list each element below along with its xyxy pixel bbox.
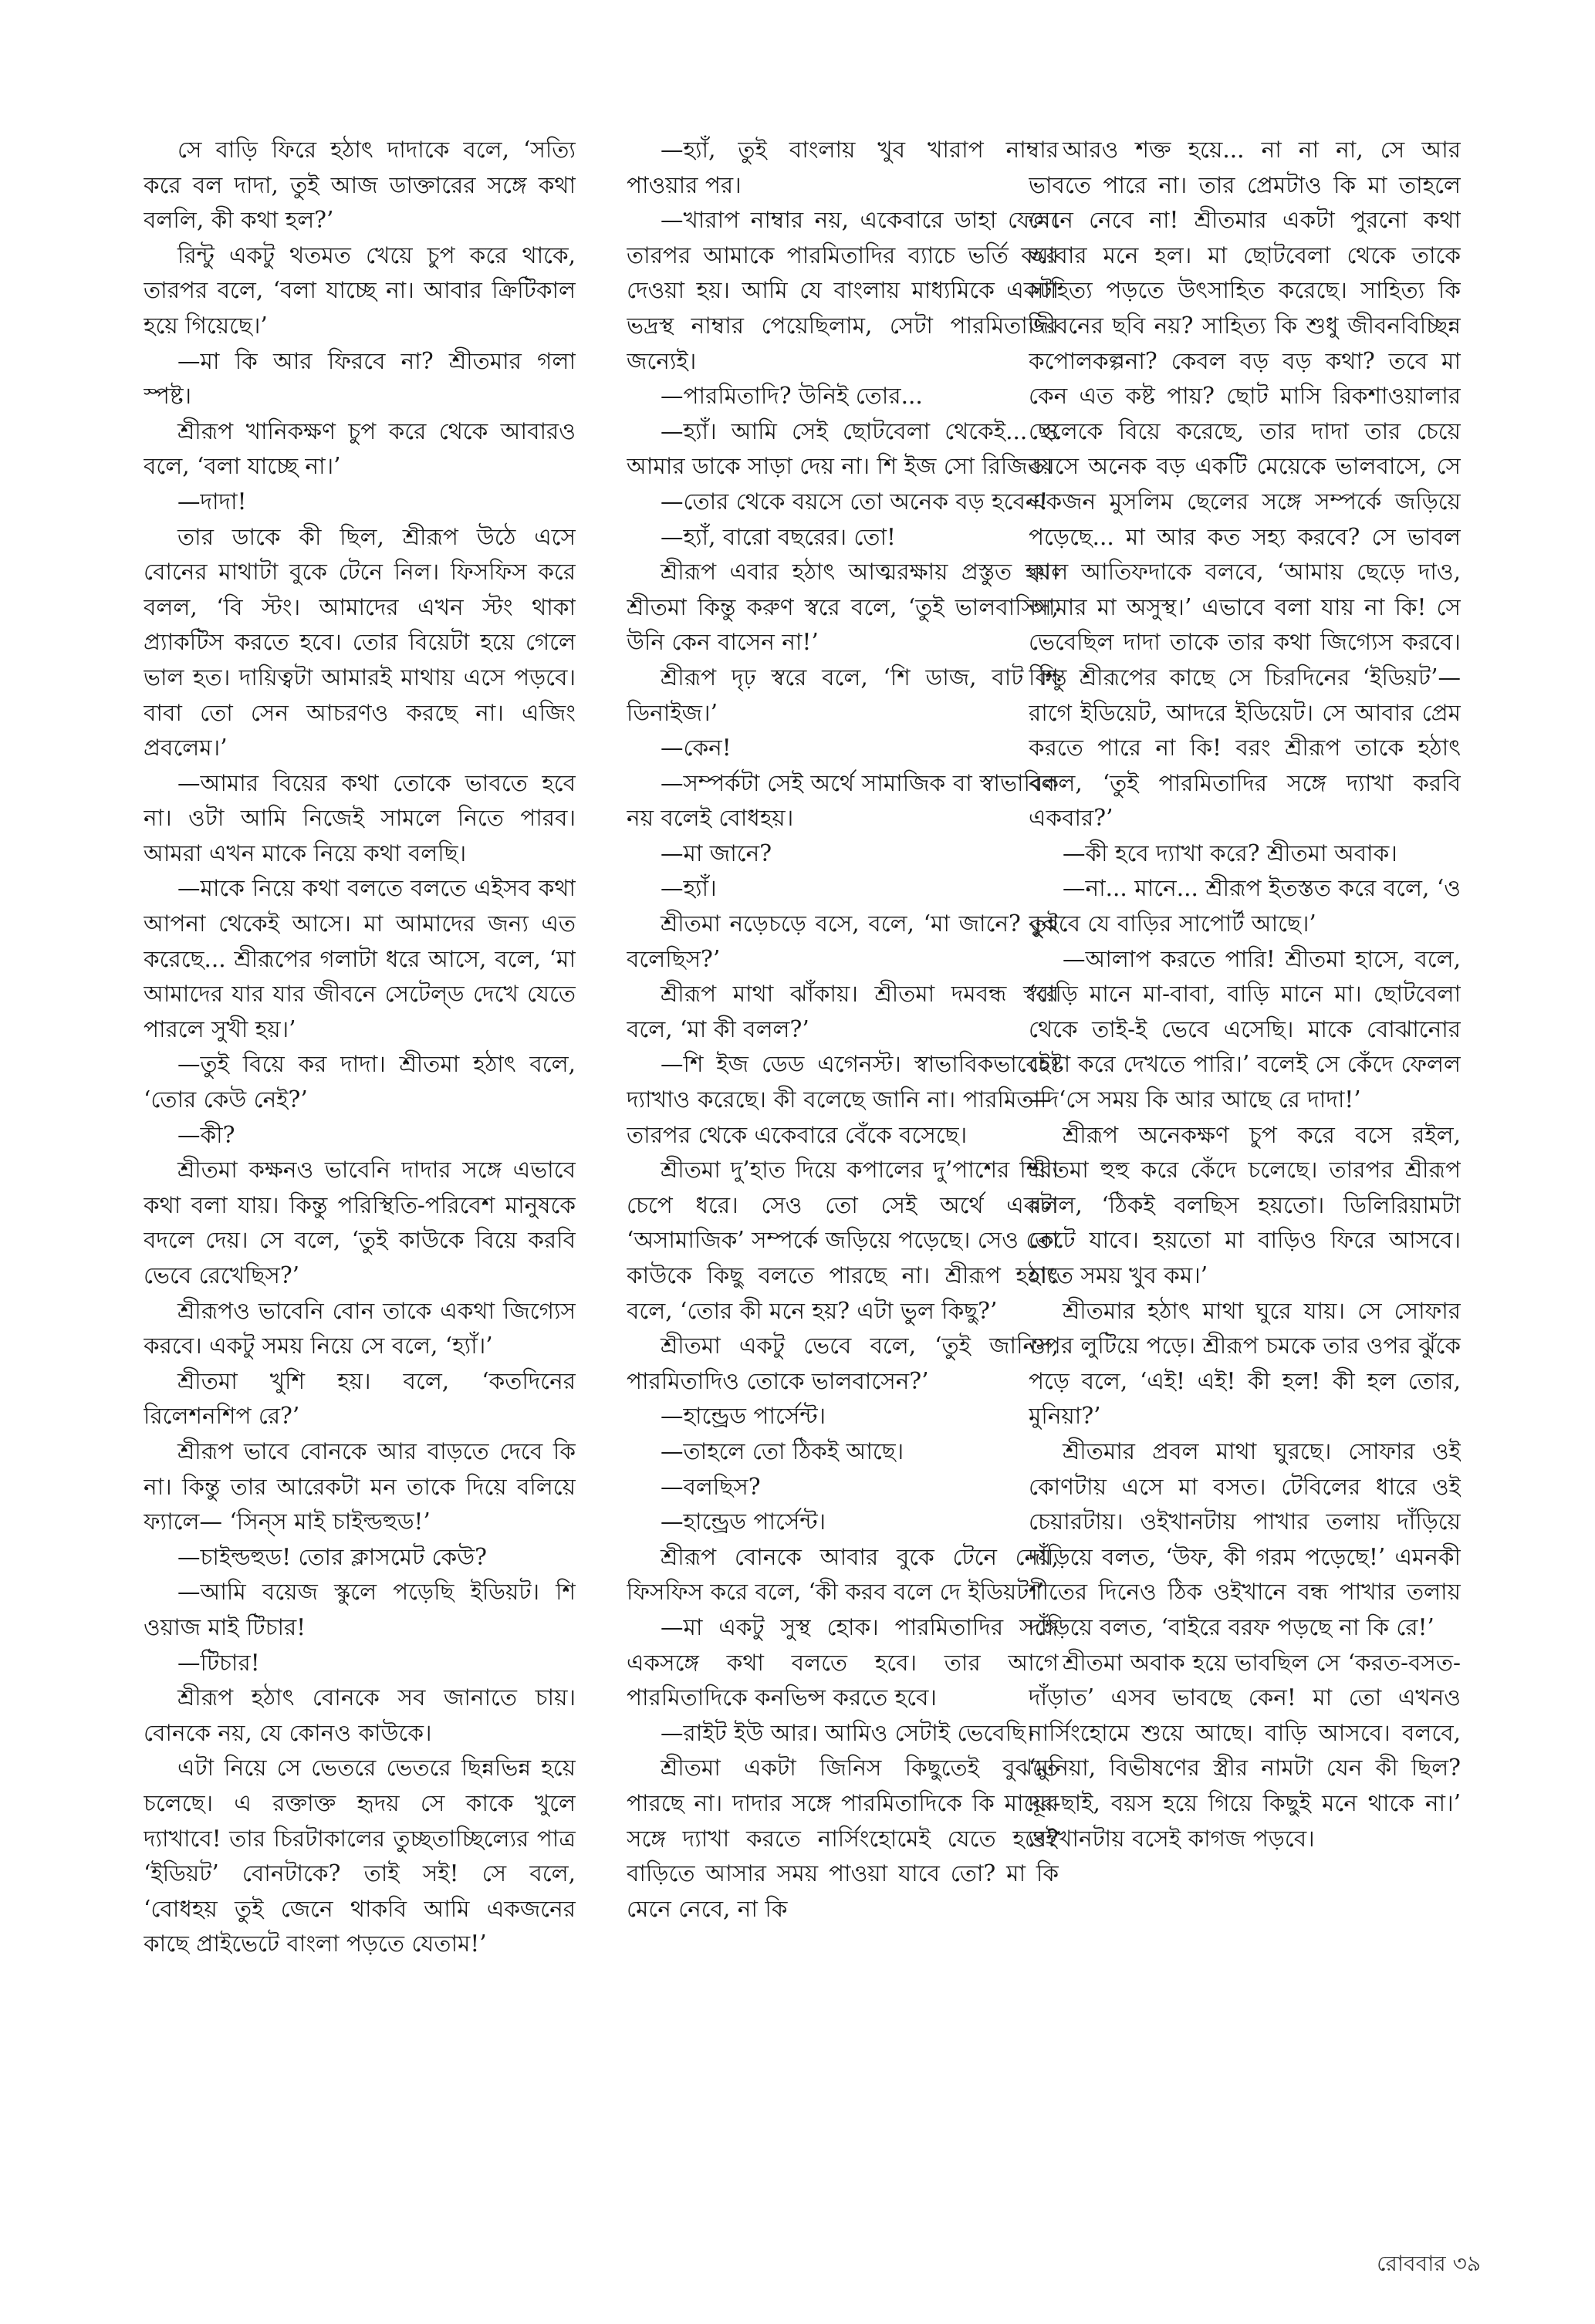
paragraph: শ্রীরূপ দৃঢ় স্বরে বলে, ‘শি ডাজ, বাট শি ডিনাইজ।’ xyxy=(627,664,1059,726)
paragraph: —তুই বিয়ে কর দাদা। শ্রীতমা হঠাৎ বলে, ‘তোর কেউ নেই?’ xyxy=(144,1051,576,1113)
paragraph: শ্রীতমা কক্ষনও ভাবেনি দাদার সঙ্গে এভাবে কথা বলা যায়। কিন্তু পরিস্থিতি-পরিবেশ মানুষকে বদলে দেয়। সে বলে, ‘তুই কাউকে বিয়ে করবি ভেবে রেখেছিস?’ xyxy=(144,1157,576,1289)
paragraph: —না... মানে... শ্রীরূপ ইতস্তত করে বলে, ‘ও বুঝবে যে বাড়ির সাপোর্ট আছে।’ xyxy=(1029,875,1461,937)
paragraph: —তোর থেকে বয়সে তো অনেক বড় হবেন! xyxy=(661,488,1049,515)
paragraph: আরও শক্ত হয়ে... না না না, সে আর ভাবতে পারে না। তার প্রেমটাও কি মা তাহলে মেনে নেবে না! শ্রীতমার একটা পুরনো কথা আবার মনে হল। মা ছোটবেলা থেকে তাকে সাহিত্য পড়তে উৎসাহিত করেছে। সাহিত্য কি জীবনের ছবি নয়? সাহিত্য কি শুধু জীবনবিচ্ছিন্ন কপোলকল্পনা? কেবল বড় বড় কথা? তবে মা কেন এত কষ্ট পায়? ছোট মাসি রিকশাওয়ালার ছেলেকে বিয়ে করেছে, তার দাদা তার চেয়ে বয়সে অনেক বড় একটি মেয়েকে ভালবাসে, সে একজন মুসলিম ছেলের সঙ্গে সম্পর্কে জড়িয়ে পড়েছে... মা আর কত সহ্য করবে? সে ভাবল কাল আতিফদাকে বলবে, ‘আমায় ছেড়ে দাও, আমার মা অসুস্থ।’ এভাবে বলা যায় না কি! সে ভেবেছিল দাদা তাকে তার কথা জিগ্যেস করবে। কিন্তু শ্রীরূপের কাছে সে চিরদিনের ‘ইডিয়ট’— রাগে ইডিয়েট, আদরে ইডিয়েট। সে আবার প্রেম করতে পারে না কি! বরং শ্রীরূপ তাকে হঠাৎ বলল, ‘তুই পারমিতাদির সঙ্গে দ্যাখা করবি একবার?’ xyxy=(1029,137,1461,832)
paragraph: শ্রীরূপ বোনকে আবার বুকে টেনে নেয়, ফিসফিস করে বলে, ‘কী করব বলে দে ইডিয়ট।’ xyxy=(627,1543,1059,1606)
paragraph: শ্রীতমা দু’হাত দিয়ে কপালের দু’পাশের শিরা চেপে ধরে। সেও তো সেই অর্থে একটা ‘অসামাজিক’ সম্পর্কে জড়িয়ে পড়েছে। সেও তো কাউকে কিছু বলতে পারছে না। শ্রীরূপ হঠাৎ বলে, ‘তোর কী মনে হয়? এটা ভুল কিছু?’ xyxy=(627,1157,1059,1324)
paragraph: এটা নিয়ে সে ভেতরে ভেতরে ছিন্নভিন্ন হয়ে চলেছে। এ রক্তাক্ত হৃদয় সে কাকে খুলে দ্যাখাবে! তার চিরটাকালের তুচ্ছতাচ্ছিল্যের পাত্র ‘ইডিয়ট’ বোনটাকে? তাই সই! সে বলে, ‘বোধহয় তুই জেনে থাকবি আমি একজনের কাছে প্রাইভেটে বাংলা পড়তে যেতাম!’ xyxy=(144,1755,576,1957)
paragraph: শ্রীরূপও ভাবেনি বোন তাকে একথা জিগ্যেস করবে। একটু সময় নিয়ে সে বলে, ‘হ্যাঁ।’ xyxy=(144,1297,576,1360)
paragraph: —আলাপ করতে পারি! শ্রীতমা হাসে, বলে, ‘বাড়ি মানে মা-বাবা, বাড়ি মানে মা। ছোটবেলা থেকে তাই-ই ভেবে এসেছি। মাকে বোঝানোর চেষ্টা করে দেখতে পারি।’ বলেই সে কেঁদে ফেলল— ‘সে সময় কি আর আছে রে দাদা!’ xyxy=(1029,945,1461,1113)
paragraph: শ্রীতমা অবাক হয়ে ভাবছিল সে ‘করত-বসত-দাঁড়াত’ এসব ভাবছে কেন! মা তো এখনও নার্সিংহোমে শুয়ে আছে। বাড়ি আসবে। বলবে, ‘মুনিয়া, বিভীষণের স্ত্রীর নামটা যেন কী ছিল? দূর-ছাই, বয়স হয়ে গিয়ে কিছুই মনে থাকে না।’ ওইখানটায় বসেই কাগজ পড়বে। xyxy=(1029,1649,1461,1852)
paragraph: —হ্যাঁ। আমি সেই ছোটবেলা থেকেই... ও আমার ডাকে সাড়া দেয় না। শি ইজ সো রিজিড। xyxy=(627,417,1059,480)
paragraph: শ্রীরূপ ভাবে বোনকে আর বাড়তে দেবে কি না। কিন্তু তার আরেকটা মন তাকে দিয়ে বলিয়ে ফ্যালে— ‘সিন্‌স মাই চাইল্ডহুড!’ xyxy=(144,1437,576,1535)
text-column-2 xyxy=(627,133,1059,1927)
paragraph: শ্রীরূপ হঠাৎ বোনকে সব জানাতে চায়। বোনকে নয়, যে কোনও কাউকে। xyxy=(144,1684,576,1746)
paragraph: —মা জানে? xyxy=(661,839,772,866)
paragraph: —মা একটু সুস্থ হোক। পারমিতাদির সঙ্গে একসঙ্গে কথা বলতে হবে। তার আগে পারমিতাদিকে কনভিন্স করতে হবে। xyxy=(627,1613,1059,1711)
paragraph: শ্রীতমার প্রবল মাথা ঘুরছে। সোফার ওই কোণটায় এসে মা বসত। টেবিলের ধারে ওই চেয়ারটায়। ওইখানটায় পাখার তলায় দাঁড়িয়ে দাঁড়িয়ে বলত, ‘উফ, কী গরম পড়েছে!’ এমনকী শীতের দিনেও ঠিক ওইখানে বন্ধ পাখার তলায় দাঁড়িয়ে বলত, ‘বাইরে বরফ পড়ছে না কি রে!’ xyxy=(1029,1437,1461,1640)
paragraph: —মাকে নিয়ে কথা বলতে বলতে এইসব কথা আপনা থেকেই আসে। মা আমাদের জন্য এত করেছে... শ্রীরূপের গলাটা ধরে আসে, বলে, ‘মা আমাদের যার যার জীবনে সেটেল্‌ড দেখে যেতে পারলে সুখী হয়।’ xyxy=(144,875,576,1042)
paragraph: শ্রীরূপ অনেকক্ষণ চুপ করে বসে রইল, শ্রীতমা হুহু করে কেঁদে চলেছে। তারপর শ্রীরূপ বলল, ‘ঠিকই বলছিস হয়তো। ডিলিরিয়ামটা কেটে যাবে। হয়তো মা বাড়িও ফিরে আসবে। হাতে সময় খুব কম।’ xyxy=(1029,1121,1461,1289)
text-column-3 xyxy=(1029,133,1461,1856)
paragraph: —আমার বিয়ের কথা তোকে ভাবতে হবে না। ওটা আমি নিজেই সামলে নিতে পারব। আমরা এখন মাকে নিয়ে কথা বলছি। xyxy=(144,769,576,866)
paragraph: শ্রীরূপ মাথা ঝাঁকায়। শ্রীতমা দমবন্ধ স্বরে বলে, ‘মা কী বলল?’ xyxy=(627,981,1059,1042)
paragraph: শ্রীরূপ খানিকক্ষণ চুপ করে থেকে আবারও বলে, ‘বলা যাচ্ছে না।’ xyxy=(144,417,576,480)
paragraph: শ্রীরূপ এবার হঠাৎ আত্মরক্ষায় প্রস্তুত হয়। শ্রীতমা কিন্তু করুণ স্বরে বলে, ‘তুই ভালবাসিস, উনি কেন বাসেন না!’ xyxy=(627,559,1059,656)
paragraph: —তাহলে তো ঠিকই আছে। xyxy=(661,1437,904,1464)
paragraph: শ্রীতমা একটু ভেবে বলে, ‘তুই জানিস, পারমিতাদিও তোকে ভালবাসেন?’ xyxy=(627,1333,1059,1394)
paragraph: —সম্পর্কটা সেই অর্থে সামাজিক বা স্বাভাবিক নয় বলেই বোধহয়। xyxy=(627,769,1059,832)
paragraph: রিন্টু একটু থতমত খেয়ে চুপ করে থাকে, তারপর বলে, ‘বলা যাচ্ছে না। আবার ক্রিটিকাল হয়ে গিয়েছে।’ xyxy=(144,242,576,339)
paragraph: —হ্যাঁ। xyxy=(661,875,717,902)
paragraph: শ্রীতমা একটা জিনিস কিছুতেই বুঝতে পারছে না। দাদার সঙ্গে পারমিতাদিকে কি মায়ের সঙ্গে দ্যাখা করতে নার্সিংহোমেই যেতে হবে? বাড়িতে আসার সময় পাওয়া যাবে তো? মা কি মেনে নেবে, না কি xyxy=(627,1755,1059,1922)
paragraph: —খারাপ নাম্বার নয়, একেবারে ডাহা ফেল। তারপর আমাকে পারমিতাদির ব্যাচে ভর্তি করে দেওয়া হয়। আমি যে বাংলায় মাধ্যমিকে একটা ভদ্রস্থ নাম্বার পেয়েছিলাম, সেটা পারমিতাদির জন্যেই। xyxy=(627,207,1059,374)
paragraph: —টিচার! xyxy=(177,1649,260,1676)
paragraph: —মা কি আর ফিরবে না? শ্রীতমার গলা স্পষ্ট। xyxy=(144,347,576,410)
paragraph: শ্রীতমার হঠাৎ মাথা ঘুরে যায়। সে সোফার ওপর লুটিয়ে পড়ে। শ্রীরূপ চমকে তার ওপর ঝুঁকে পড়ে বলে, ‘এই! এই! কী হল! কী হল তোর, মুনিয়া?’ xyxy=(1029,1297,1461,1430)
paragraph: —আমি বয়েজ স্কুলে পড়েছি ইডিয়ট। শি ওয়াজ মাই টিচার! xyxy=(144,1579,576,1640)
paragraph: —কী? xyxy=(177,1121,235,1148)
paragraph: —চাইল্ডহুড! তোর ক্লাসমেট কেউ? xyxy=(177,1543,487,1570)
paragraph: —হ্যাঁ, তুই বাংলায় খুব খারাপ নাম্বার পাওয়ার পর। xyxy=(627,137,1059,198)
paragraph: শ্রীতমা খুশি হয়। বলে, ‘কতদিনের রিলেশনশিপ রে?’ xyxy=(144,1367,576,1430)
paragraph: —হান্ড্রেড পার্সেন্ট। xyxy=(661,1508,826,1535)
paragraph: তার ডাকে কী ছিল, শ্রীরূপ উঠে এসে বোনের মাথাটা বুকে টেনে নিল। ফিসফিস করে বলল, ‘বি স্টং। আমাদের এখন স্টং থাকা প্র্যাকটিস করতে হবে। তোর বিয়েটা হয়ে গেলে ভাল হত। দায়িত্বটা আমারই মাথায় এসে পড়বে। বাবা তো সেন আচরণও করছে না। এজিং প্রবলেম।’ xyxy=(144,523,576,762)
page-footer-folio: রোববার ৩৯ xyxy=(1377,2251,1481,2276)
paragraph: —হান্ড্রেড পার্সেন্ট। xyxy=(661,1403,826,1430)
paragraph: —কী হবে দ্যাখা করে? শ্রীতমা অবাক। xyxy=(1063,839,1397,866)
paragraph: —পারমিতাদি? উনিই তোর... xyxy=(661,383,923,410)
paragraph: —শি ইজ ডেড এগেনস্ট। স্বাভাবিকভাবেই। দ্যাখাও করেছে। কী বলেছে জানি না। পারমিতাদি তারপর থেকে একেবারে বেঁকে বসেছে। xyxy=(627,1051,1059,1148)
text-column-1 xyxy=(144,133,576,1962)
paragraph: সে বাড়ি ফিরে হঠাৎ দাদাকে বলে, ‘সত্যি করে বল দাদা, তুই আজ ডাক্তারের সঙ্গে কথা বললি, কী কথা হল?’ xyxy=(144,137,576,234)
paragraph: —রাইট ইউ আর। আমিও সেটাই ভেবেছি। xyxy=(661,1719,1034,1746)
paragraph: —কেন! xyxy=(661,735,732,762)
paragraph: শ্রীতমা নড়েচড়ে বসে, বলে, ‘মা জানে? তুই বলেছিস?’ xyxy=(627,910,1059,972)
paragraph: —বলছিস? xyxy=(661,1473,761,1500)
paragraph: —দাদা! xyxy=(177,488,247,515)
paragraph: —হ্যাঁ, বারো বছরের। তো! xyxy=(661,523,896,550)
